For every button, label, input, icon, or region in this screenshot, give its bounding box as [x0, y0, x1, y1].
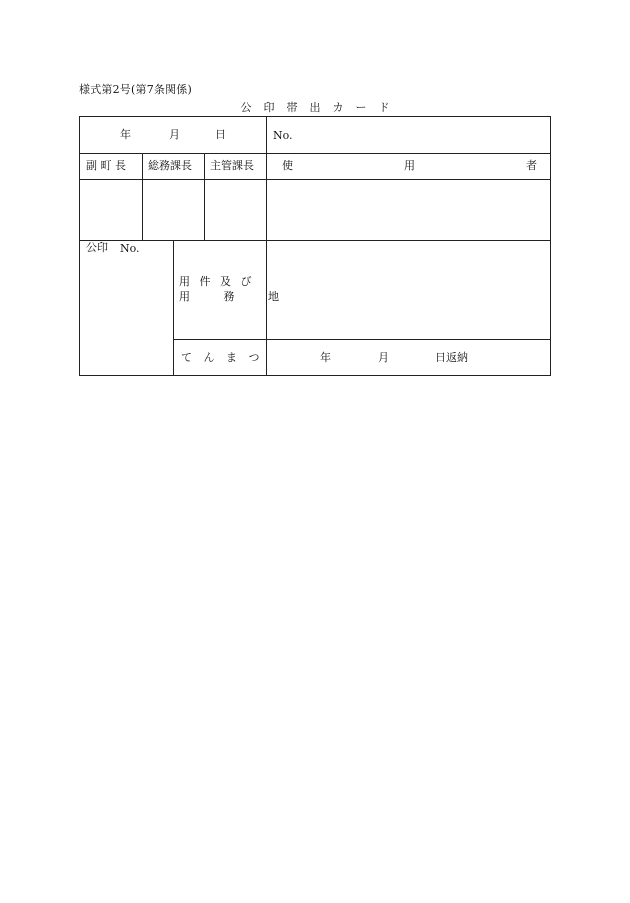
return-label: て ん ま つ	[181, 351, 264, 364]
purpose-label-line2: 用 務 地	[179, 290, 294, 303]
seal-checkout-card-table	[79, 116, 551, 376]
return-year-label: 年	[320, 351, 331, 364]
form-title: 公印帯出カード	[240, 101, 402, 114]
date-day-label: 日	[215, 128, 226, 141]
seal-number-label: No.	[120, 242, 140, 255]
return-day-label: 日返納	[435, 351, 468, 364]
purpose-label-line1: 用 件 及 び	[179, 275, 255, 288]
user-header-char-2: 用	[404, 159, 415, 172]
return-month-label: 月	[378, 351, 389, 364]
row-divider-signatures	[80, 240, 550, 241]
approver-deputy-mayor: 副 町 長	[86, 159, 126, 172]
number-label: No.	[273, 129, 293, 142]
col-divider-approver-1	[142, 153, 143, 240]
user-header-char-1: 使	[282, 159, 293, 172]
row-divider-header	[80, 179, 550, 180]
col-divider-main	[266, 117, 267, 375]
date-year-label: 年	[120, 128, 131, 141]
col-divider-seal	[173, 240, 174, 375]
date-month-label: 月	[169, 128, 180, 141]
row-divider-date	[80, 153, 550, 154]
approver-section-chief: 主管課長	[210, 159, 254, 172]
seal-label: 公印	[86, 241, 108, 254]
user-header-char-3: 者	[526, 159, 537, 172]
col-divider-approver-2	[204, 153, 205, 240]
form-caption: 様式第2号(第7条関係)	[79, 83, 192, 96]
approver-general-affairs-chief: 総務課長	[148, 159, 192, 172]
row-divider-purpose	[173, 339, 550, 340]
